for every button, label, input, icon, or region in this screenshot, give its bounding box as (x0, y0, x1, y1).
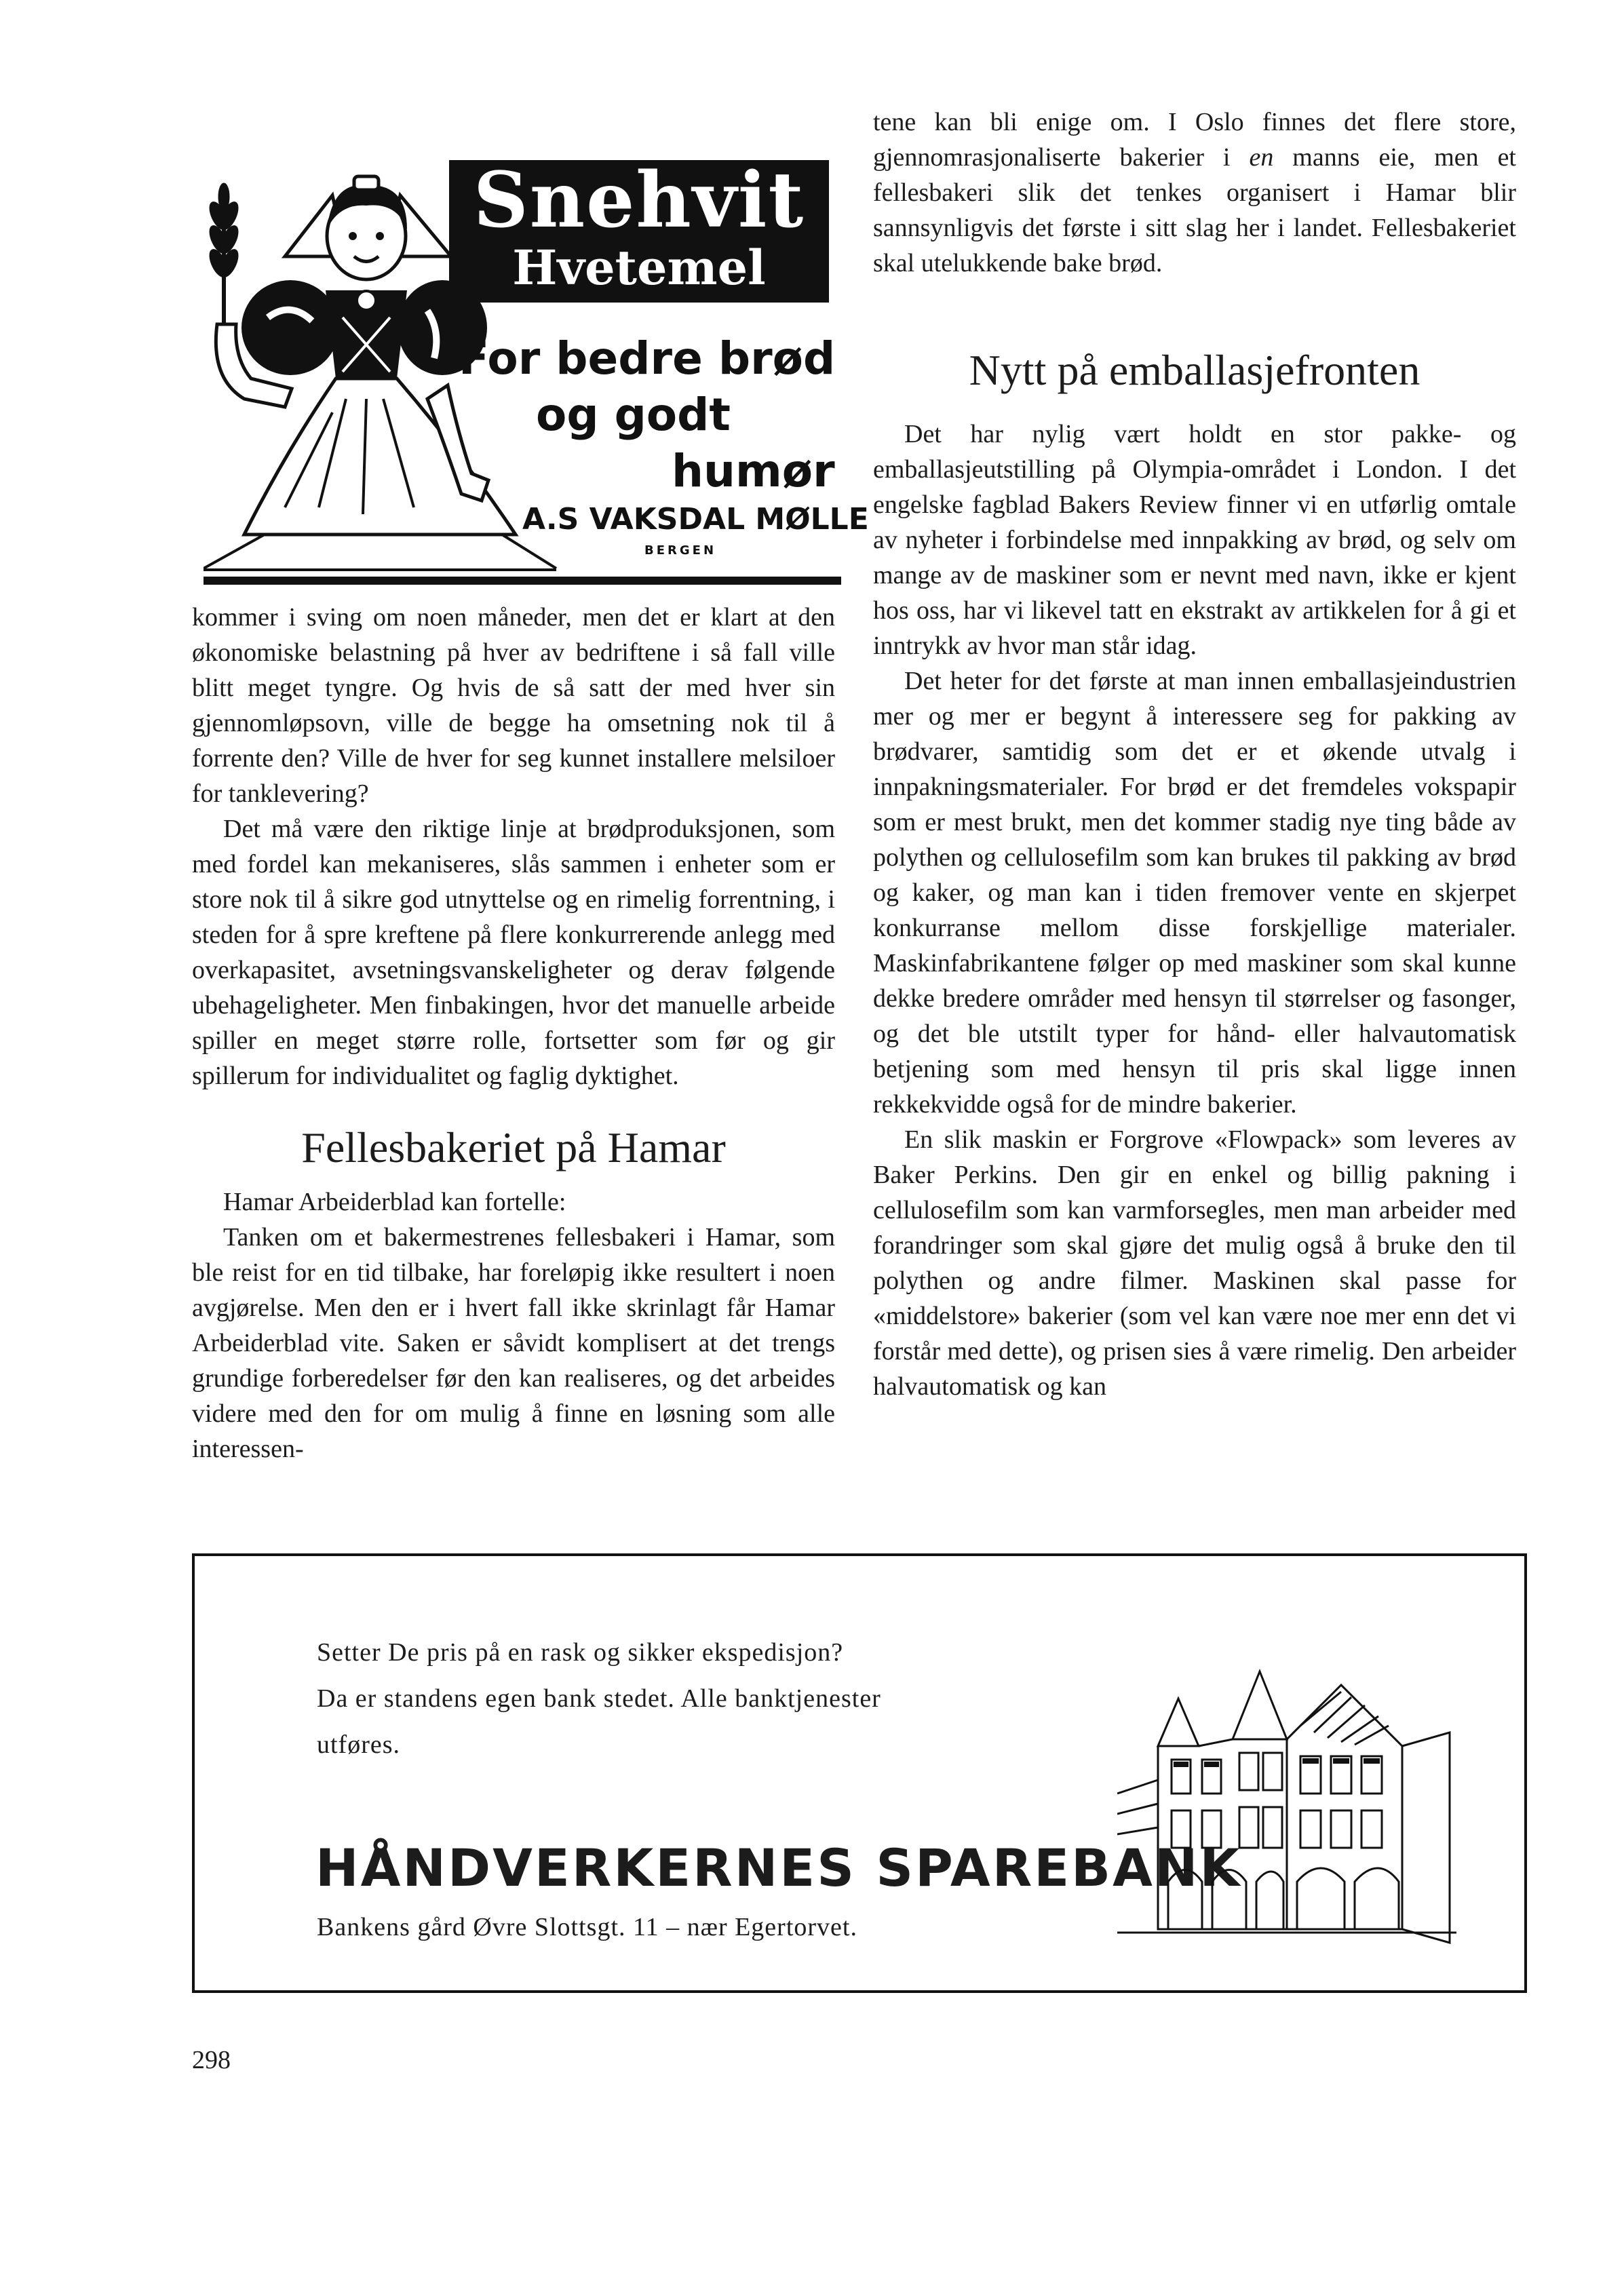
bank-address: Bankens gård Øvre Slottsgt. 11 – nær Egertorvet. (317, 1913, 857, 1941)
company-city: BERGEN (644, 543, 717, 558)
slogan-line-3: humør (672, 445, 835, 497)
bank-ad-line-1: Setter De pris på en rask og sikker ekspedisjon? (317, 1638, 844, 1667)
bank-ad-line-2: Da er standens egen bank stedet. Alle banktjenester (317, 1684, 881, 1713)
bank-building-illustration (1117, 1658, 1456, 1950)
right-paragraph-1-part-a: tene kan bli enige om. I Oslo finnes det flere store, gjennomrasjonaliserte bakerier i (873, 108, 1516, 172)
right-paragraph-1 (873, 104, 1516, 281)
right-column (873, 104, 1516, 1404)
right-paragraph-4: En slik maskin er Forgrove «Flowpack» som leveres av Baker Perkins. Den gir en enkel og billig pakning i cellulosefilm som kan varmforsegles, men man arbeider med forandringer som skal gjøre det mulig også å bruke den til polythen og andre filmer. Maskinen skal passe for «middelstore» bakerier (som vel kan være noe mer enn det vi forstår med dette), og prisen sies å være rimelig. Den arbeider halvautomatisk og kan (873, 1125, 1516, 1401)
snehvit-advertisement (204, 155, 869, 589)
right-paragraph-1-part-b: manns eie, men et fellesbakeri slik det tenkes organisert i Hamar blir sannsynligvis det første i sitt slag her i landet. Fellesbakeriet skal utelukkende bake brød. (873, 143, 1516, 277)
page-number: 298 (192, 2046, 231, 2074)
left-column (192, 600, 835, 1467)
left-paragraph-3: Hamar Arbeiderblad kan fortelle: (223, 1188, 566, 1216)
bank-advertisement (192, 1553, 1527, 1993)
section-title-emballasje: Nytt på emballasjefronten (969, 346, 1420, 394)
bank-ad-line-3: utføres. (317, 1730, 401, 1759)
slogan-line-1: For bedre brød (459, 332, 836, 385)
wheat-icon (206, 183, 242, 324)
brand-name: Snehvit (473, 156, 805, 245)
company-name: A.S VAKSDAL MØLLE (522, 502, 869, 537)
snehvit-title-box (449, 156, 829, 303)
ad-bottom-rule (204, 577, 841, 585)
right-paragraph-3: Det heter for det første at man innen emballasjeindustrien mer og mer er begynt å interessere seg for pakking av brødvarer, samtidig som det er et økende utvalg i innpakningsmaterialer. For brød er det fremdeles vokspapir som er mest brukt, men det kommer stadig nye ting både av polythen og cellulosefilm som kan brukes til pakking av brød og kaker, og man kan i tiden fremover vente en skjerpet konkurranse mellom disse forskjellige materialer. Maskinfabrikantene følger op med maskiner som skal kunne dekke bredere områder med hensyn til størrelser og fasonger, og det ble utstilt typer for hånd- eller halvautomatisk betjening som med hensyn til pris skal ligge innen rekkekvidde også for de mindre bakerier. (873, 667, 1516, 1119)
left-paragraph-2: Det må være den riktige linje at brødproduksjonen, som med fordel kan mekaniseres, slås sammen i enheter som er store nok til å sikre god utnyttelse og en rimelig forrentning, i steden for å spre kreftene på flere konkurrerende anlegg med overkapasitet, avsetningsvanskeligheter og derav følgende ubehageligheter. Men finbakingen, hvor det manuelle arbeide spiller en meget større rolle, fortsetter som før og gir spillerum for individualitet og faglig dyktighet. (192, 815, 835, 1090)
bank-name: HÅNDVERKERNES SPAREBANK (315, 1838, 1242, 1898)
left-paragraph-1: kommer i sving om noen måneder, men det er klart at den økonomiske belastning på hver av bedriftene i så fall ville blitt meget tyngre. Og hvis de så satt der med hver sin gjennomløpsovn, ville de begge ha omsetning nok til å forrente den? Ville de hver for seg kunnet installere melsiloer for tanklevering? (192, 603, 835, 808)
right-paragraph-2: Det har nylig vært holdt en stor pakke- og emballasjeutstilling på Olympia-området i London. I det engelske fagblad Bakers Review finner vi en utførlig omtale av nyheter i forbindelse med innpakking av brød, og selv om mange av de maskiner som er nevnt med navn, ikke er kjent hos oss, har vi likevel tatt en ekstrakt av artikkelen for å gi et inntrykk av hvor man står idag. (873, 420, 1516, 660)
section-title-fellesbakeriet: Fellesbakeriet på Hamar (301, 1123, 726, 1171)
emphasis-en: en (1249, 143, 1274, 172)
left-paragraph-4: Tanken om et bakermestrenes fellesbakeri i Hamar, som ble reist for en tid tilbake, har foreløpig ikke resultert i noen avgjørelse. Men den er i hvert fall ikke skrinlagt får Hamar Arbeiderblad vite. Saken er såvidt komplisert at det trengs grundige forberedelser før den kan realiseres, og det arbeides videre med den for om mulig å finne en løsning som alle interessen- (192, 1223, 835, 1463)
slogan-line-2: og godt (536, 389, 731, 441)
product-name: Hvetemel (512, 239, 766, 296)
